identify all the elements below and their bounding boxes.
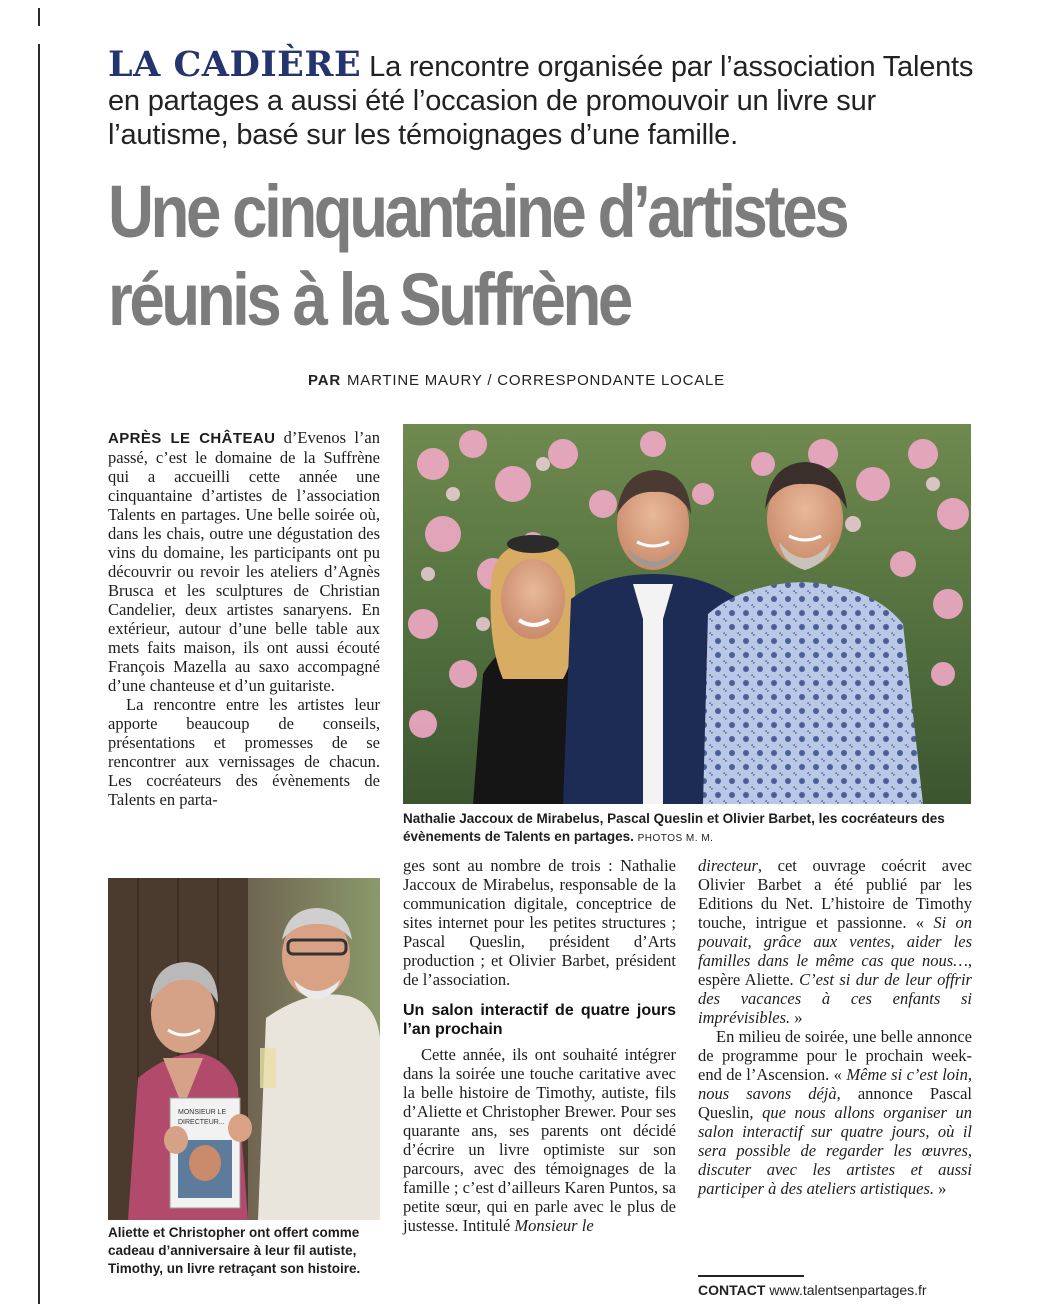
main-photo-caption [403,810,973,848]
paragraph: ges sont au nombre de trois : Nathalie Jaccoux de Mirabelus, responsable de la communication digitale, conceptrice de sites internet pour les petites structures ; Pascal Queslin, président d’Arts production ; et Olivier Barbet, président de l’association. [403,856,676,989]
quote: que nous allons organiser un salon interactif sur quatre jours, où il sera possible de regarder les œuvres, discuter avec les artistes et aussi participer à des ateliers artistiques. [698,1103,972,1198]
paragraph-text: Cette année, ils ont souhaité intégrer dans la soirée une touche caritative avec la belle histoire de Timothy, autiste, fils d’Aliette et Christopher Brewer. Pour ses quarante ans, ses parents ont décidé d’écrire un livre optimiste sur son parcours, avec des témoignages de la famille ; c’est d’ailleurs Karen Puntos, sa petite sœur, qui en parle avec le plus de justesse. Intitulé [403,1045,676,1235]
paragraph [403,1045,676,1235]
column-3 [698,856,972,1198]
paragraph [698,1027,972,1198]
headline-line-1: Une cinquantaine d’artistes [108,170,847,253]
headline-line-2: réunis à la Suffrène [108,258,630,341]
paragraph [698,856,972,1027]
subheading: Un salon interactif de quatre jours l’an prochain [403,1002,676,1038]
paragraph-text: , annonce Pascal Queslin, [698,1084,972,1122]
book-title-italic: Monsieur le [514,1216,594,1235]
contact-rule [698,1275,804,1277]
top-tick-rule [38,8,40,26]
quote: C’est si dur de leur offrir des vacances à ces enfants si imprévisibles. [698,970,972,1027]
contact-label: CONTACT [698,1282,766,1298]
column-1 [108,428,380,809]
byline-author: MARTINE MAURY / CORRESPONDANTE LOCALE [346,372,725,389]
column-2 [403,856,676,1235]
headline [108,168,882,344]
paragraph-text: » [934,1179,947,1198]
main-photo [403,424,971,804]
paragraph-text: d’Evenos l’an passé, c’est le domaine de la Suffrène qui a accueilli cette année une cinquantaine d’artistes de l’association Talents en partages. Une belle soirée où, dans les chais, outre une dégustation des vins du domaine, les participants ont pu découvrir ou revoir les ateliers d’Agnès Brusca et les sculptures de Christian Candelier, deux artistes sanaryens. En extérieur, autour d’une belle table aux mets faits maison, ils ont aussi écouté François Mazella au saxo accompagné d’une chanteuse et d’un guitariste. [108,428,380,695]
contact-url[interactable]: www.talentsenpartages.fr [769,1282,927,1298]
photo-credit: PHOTOS M. M. [637,833,714,844]
book-title-italic-end: directeur [698,856,758,875]
lead-in: APRÈS LE CHÂTEAU [108,430,276,447]
book-photo [108,878,380,1220]
paragraph-text: , cet ouvrage coécrit avec Olivier Barbet a été publié par les Editions du Net. L’histoire de Timothy touche, intrigue et passionne. « [698,856,972,932]
paragraph-text: En milieu de soirée, une belle annonce de programme pour le prochain week-end de l’Ascension. « [698,1027,972,1084]
book-photo-caption: Aliette et Christopher ont offert comme cadeau d’anniversaire à leur fil autiste, Timothy, un livre retraçant son histoire. [108,1225,361,1276]
book-title-line-1: MONSIEUR LE [178,1109,227,1116]
paragraph-text: , espère Aliette. [698,951,972,989]
quote: Si on pouvait, grâce aux ventes, aider les familles dans le même cas que nous… [698,913,972,970]
article-intro [108,44,988,152]
book-photo-image [108,878,380,1220]
byline-prefix: PAR [308,372,341,389]
article-header [108,44,988,152]
book-title-line-2: DIRECTEUR... [178,1119,225,1126]
intro-text: La rencontre organisée par l’association Talents en partages a aussi été l’occasion de promouvoir un livre sur l’autisme, basé sur les témoignages d’une famille. [108,51,974,151]
kicker: LA CADIÈRE [108,44,362,85]
paragraph-text: » [790,1008,803,1027]
paragraph: La rencontre entre les artistes leur apporte beaucoup de conseils, présentations et promesses de se rencontrer aux vernissages de chacun. Les cocréateurs des évènements de Talents en parta- [108,695,380,809]
quote: Même si c’est loin, nous savons déjà [698,1065,972,1103]
main-caption-text: Nathalie Jaccoux de Mirabelus, Pascal Queslin et Olivier Barbet, les cocréateurs des évènements de Talents en partages. [403,811,945,844]
contact-line [698,1282,927,1298]
byline [308,372,725,389]
left-column-rule [38,44,40,1304]
main-photo-image [403,424,971,804]
paragraph [108,428,380,695]
